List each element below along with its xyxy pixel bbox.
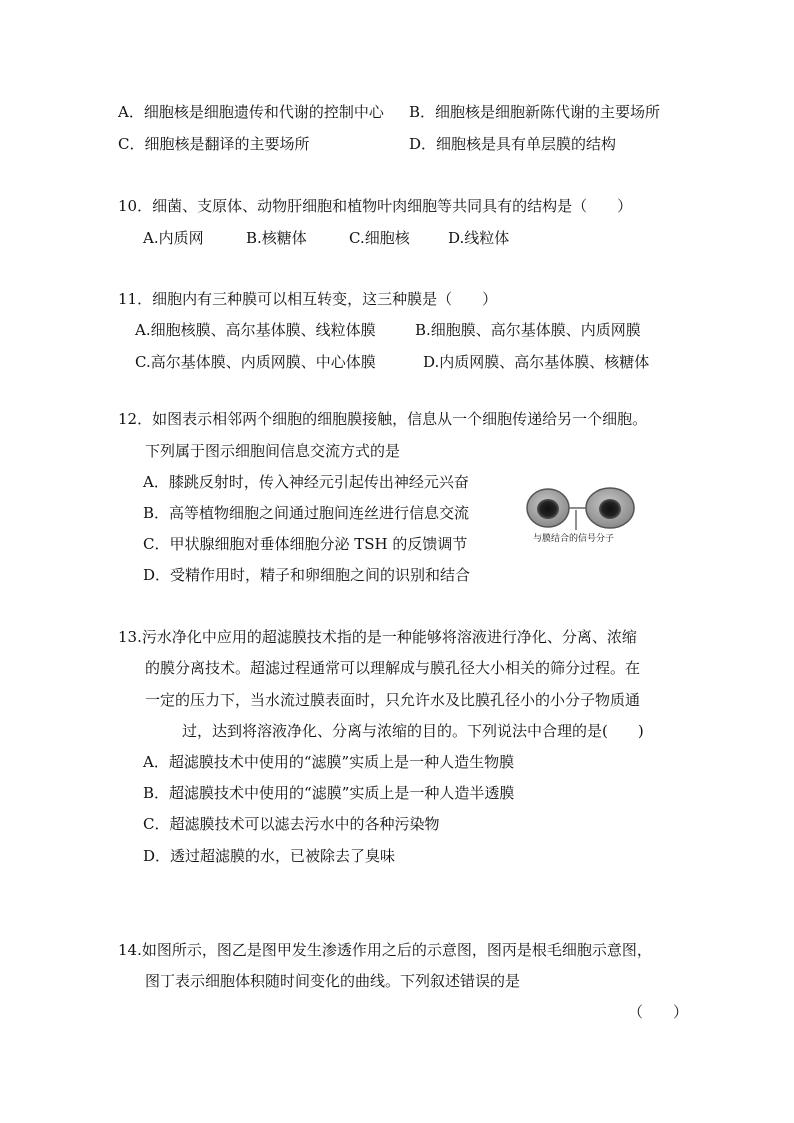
right-cell-nucleus — [599, 499, 621, 519]
q11-option-b: B.细胞膜、高尔基体膜、内质网膜 — [415, 321, 641, 339]
q11-option-a: A.细胞核膜、高尔基体膜、线粒体膜 — [135, 321, 376, 339]
q10-option-c: C.细胞核 — [349, 229, 410, 247]
left-cell-nucleus — [537, 499, 559, 519]
q13-stem-line4: 过，达到将溶液净化、分离与浓缩的目的。下列说法中合理的是( ) — [182, 722, 644, 740]
q13-option-c: C．超滤膜技术可以滤去污水中的各种污染物 — [143, 815, 440, 833]
q9-option-d: D．细胞核是具有单层膜的结构 — [409, 135, 617, 153]
q13-stem-line3: 一定的压力下，当水流过膜表面时，只允许水及比膜孔径小的小分子物质通 — [145, 691, 641, 709]
q9-option-c: C．细胞核是翻译的主要场所 — [118, 135, 310, 153]
q12-option-c: C．甲状腺细胞对垂体细胞分泌 TSH 的反馈调节 — [143, 535, 468, 553]
q12-stem-line2: 下列属于图示细胞间信息交流方式的是 — [145, 442, 401, 460]
q13-stem-line1: 13.污水净化中应用的超滤膜技术指的是一种能够将溶液进行净化、分离、浓缩 — [118, 628, 637, 646]
q9-option-a: A．细胞核是细胞遗传和代谢的控制中心 — [118, 103, 384, 121]
q12-option-b: B．高等植物细胞之间通过胞间连丝进行信息交流 — [143, 504, 470, 522]
q11-option-d: D.内质网膜、高尔基体膜、核糖体 — [423, 353, 650, 371]
q14-answer-paren: （ ） — [628, 1003, 689, 1021]
q9-option-b: B．细胞核是细胞新陈代谢的主要场所 — [409, 103, 661, 121]
q12-stem-line1: 12．如图表示相邻两个细胞的细胞膜接触，信息从一个细胞传递给另一个细胞。 — [118, 410, 648, 428]
q10-option-d: D.线粒体 — [448, 229, 510, 247]
q10-option-b: B.核糖体 — [246, 229, 307, 247]
q12-option-a: A．膝跳反射时，传入神经元引起传出神经元兴奋 — [143, 473, 469, 491]
q11-stem: 11．细胞内有三种膜可以相互转变，这三种膜是（ ） — [118, 290, 498, 308]
figure-caption: 与膜结合的信号分子 — [533, 534, 615, 544]
q11-option-c: C.高尔基体膜、内质网膜、中心体膜 — [135, 353, 376, 371]
q13-option-b: B．超滤膜技术中使用的“滤膜”实质上是一种人造半透膜 — [143, 784, 515, 802]
q12-option-d: D．受精作用时，精子和卵细胞之间的识别和结合 — [143, 566, 471, 584]
q13-option-d: D．透过超滤膜的水，已被除去了臭味 — [143, 847, 396, 865]
q14-stem-line1: 14.如图所示，图乙是图甲发生渗透作用之后的示意图，图丙是根毛细胞示意图， — [118, 941, 652, 959]
q13-stem-line2: 的膜分离技术。超滤过程通常可以理解成与膜孔径大小相关的筛分过程。在 — [145, 659, 641, 677]
q13-option-a: A．超滤膜技术中使用的“滤膜”实质上是一种人造生物膜 — [143, 753, 515, 771]
q10-stem: 10．细菌、支原体、动物肝细胞和植物叶肉细胞等共同具有的结构是（ ） — [118, 197, 633, 215]
q10-option-a: A.内质网 — [143, 229, 204, 247]
q14-stem-line2: 图丁表示细胞体积随时间变化的曲线。下列叙述错误的是 — [145, 972, 521, 990]
